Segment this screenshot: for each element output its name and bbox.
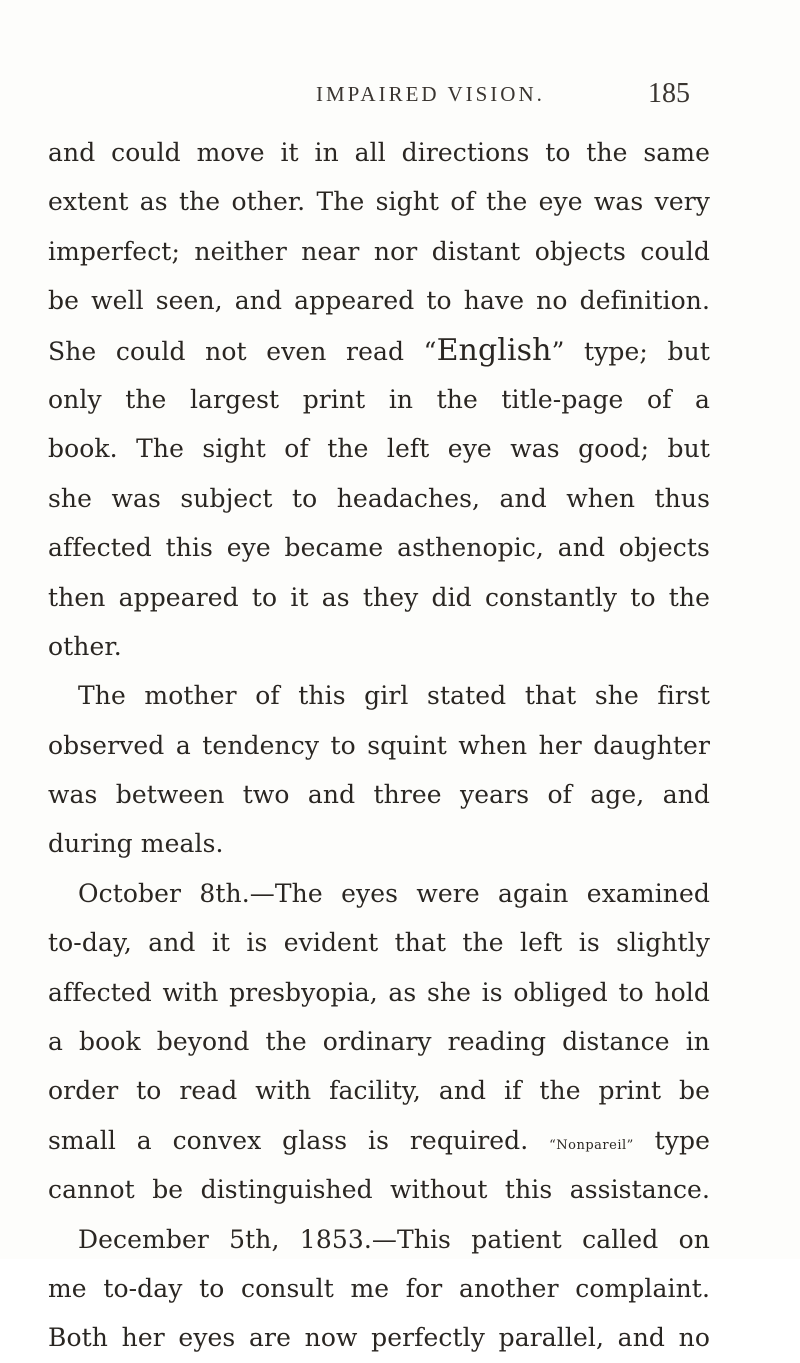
text-line-8: she was subject to headaches, and when thus (48, 483, 710, 513)
text-line-14: was between two and three years of age, and (48, 780, 710, 810)
text-line-10: then appeared to it as they did constantly to the (48, 582, 710, 612)
text-line-1: and could move it in all directions to the same (48, 138, 710, 167)
running-head: IMPAIRED VISION. (316, 82, 545, 106)
text-line-21-end: type (633, 1125, 710, 1155)
text-line-19: a book beyond the ordinary reading distance in (48, 1027, 710, 1057)
english-type-sample: English (436, 332, 552, 368)
text-line-21-start: small a convex glass is required. (48, 1125, 550, 1155)
page-header (0, 78, 800, 118)
text-line-5-start: She could not even read “ (48, 336, 437, 366)
text-line-5 (48, 326, 710, 375)
text-line-15: during meals. (48, 829, 224, 859)
text-line-7: book. The sight of the left eye was good; but (48, 434, 710, 464)
text-line-21 (48, 1116, 710, 1165)
text-line-24: me to-day to consult me for another complaint. (48, 1273, 710, 1303)
text-line-20: order to read with facility, and if the print be (48, 1076, 710, 1106)
text-line-5-end: ” type; but (551, 336, 710, 366)
text-line-22: cannot be distinguished without this assistance. (48, 1175, 710, 1205)
text-line-17: to-day, and it is evident that the left is slightly (48, 928, 710, 958)
text-line-2: extent as the other. The sight of the eye was very (48, 187, 710, 217)
text-line-18: affected with presbyopia, as she is obliged to hold (48, 977, 710, 1007)
text-line-11: other. (48, 631, 122, 661)
text-line-16: October 8th.—The eyes were again examined (78, 878, 710, 908)
text-line-4: be well seen, and appeared to have no definition. (48, 286, 710, 316)
text-line-13: observed a tendency to squint when her daughter (48, 730, 710, 760)
text-line-6: only the largest print in the title-page of a (48, 384, 710, 414)
text-line-9: affected this eye became asthenopic, and objects (48, 533, 710, 563)
nonpareil-type-sample: “Nonpareil” (549, 1137, 634, 1153)
text-line-12: The mother of this girl stated that she first (78, 681, 710, 711)
page-number: 185 (648, 78, 690, 109)
text-line-3: imperfect; neither near nor distant objects could (48, 236, 710, 266)
text-line-23: December 5th, 1853.—This patient called on (78, 1224, 710, 1254)
text-line-25: Both her eyes are now perfectly parallel, and no (48, 1323, 710, 1353)
body-text (48, 128, 710, 1363)
